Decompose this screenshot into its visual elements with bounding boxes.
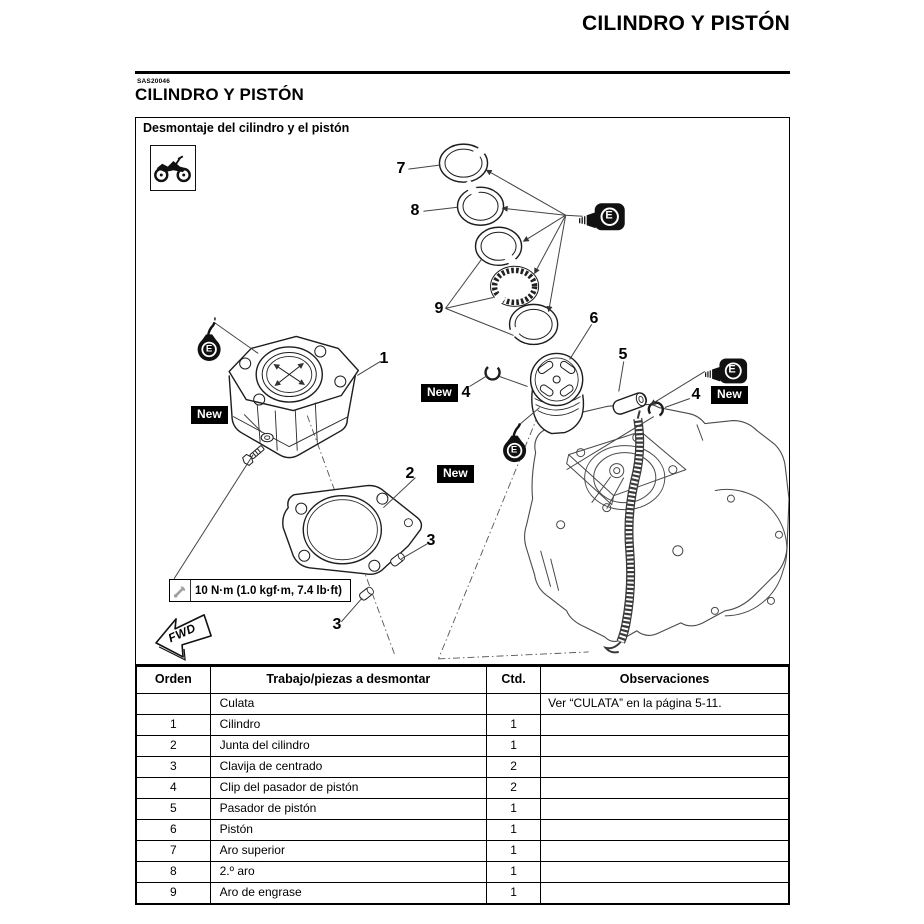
cell-orden: 3 xyxy=(136,757,210,778)
callout-3: 3 xyxy=(332,616,342,633)
callout-4: 4 xyxy=(691,386,701,403)
piston xyxy=(531,353,584,433)
new-badge: New xyxy=(421,384,458,402)
table-row xyxy=(136,841,789,862)
cell-ctd: 1 xyxy=(487,736,541,757)
oil-symbol-letter: E xyxy=(728,363,736,376)
cell-orden: 5 xyxy=(136,799,210,820)
page-header-title: CILINDRO Y PISTÓN xyxy=(582,12,790,35)
table-row xyxy=(136,820,789,841)
table-row xyxy=(136,883,789,905)
cell-orden: 7 xyxy=(136,841,210,862)
cell-trabajo: Pasador de pistón xyxy=(210,799,486,820)
cell-observaciones xyxy=(541,862,789,883)
new-badge: New xyxy=(437,465,474,483)
cell-trabajo: Cilindro xyxy=(210,715,486,736)
oil-symbol-letter: E xyxy=(510,444,518,456)
table-row xyxy=(136,694,789,715)
callout-1: 1 xyxy=(379,350,389,367)
cell-ctd: 1 xyxy=(487,862,541,883)
col-header-trabajo: Trabajo/piezas a desmontar xyxy=(210,666,486,694)
oil-symbol-letter: E xyxy=(205,343,213,355)
cell-observaciones xyxy=(541,778,789,799)
callout-2: 2 xyxy=(405,465,415,482)
cell-trabajo: Clavija de centrado xyxy=(210,757,486,778)
table-row xyxy=(136,778,789,799)
figure-title: Desmontaje del cilindro y el pistón xyxy=(143,121,350,135)
header-rule xyxy=(135,71,790,74)
cell-trabajo: Aro de engrase xyxy=(210,883,486,905)
parts-table xyxy=(135,665,790,905)
cylinder-bolt xyxy=(241,433,273,466)
cell-ctd: 1 xyxy=(487,799,541,820)
cell-observaciones xyxy=(541,820,789,841)
cell-ctd: 2 xyxy=(487,778,541,799)
figure-box xyxy=(135,117,790,665)
callout-4: 4 xyxy=(461,384,471,401)
cell-orden: 9 xyxy=(136,883,210,905)
callout-3: 3 xyxy=(426,532,436,549)
cell-ctd xyxy=(487,694,541,715)
motorcycle-icon xyxy=(151,146,194,189)
section-title: CILINDRO Y PISTÓN xyxy=(135,85,305,104)
cell-observaciones xyxy=(541,883,789,905)
cylinder xyxy=(229,336,358,457)
oil-ring-rail-lower xyxy=(505,304,558,344)
cell-ctd: 2 xyxy=(487,757,541,778)
cell-orden: 2 xyxy=(136,736,210,757)
cell-trabajo: Aro superior xyxy=(210,841,486,862)
table-row xyxy=(136,799,789,820)
table-row xyxy=(136,715,789,736)
cell-observaciones xyxy=(541,799,789,820)
cell-orden: 6 xyxy=(136,820,210,841)
cell-trabajo: Culata xyxy=(210,694,486,715)
torque-spec-box xyxy=(169,579,351,602)
table-row xyxy=(136,757,789,778)
second-ring xyxy=(457,182,503,225)
table-header-row xyxy=(136,666,789,694)
crankcase xyxy=(525,404,789,641)
cell-ctd: 1 xyxy=(487,820,541,841)
cell-orden: 4 xyxy=(136,778,210,799)
callout-5: 5 xyxy=(618,346,628,363)
cell-observaciones: Ver “CULATA” en la página 5-11. xyxy=(541,694,789,715)
section-code: SAS20046 xyxy=(137,78,171,85)
table-row xyxy=(136,862,789,883)
oil-can-icon xyxy=(580,203,625,230)
oil-ring-expander xyxy=(491,266,539,306)
oil-can-icon xyxy=(706,358,747,383)
top-ring xyxy=(439,144,488,182)
callout-9: 9 xyxy=(434,300,444,317)
cell-observaciones xyxy=(541,736,789,757)
callout-8: 8 xyxy=(410,202,420,219)
cell-trabajo: Pistón xyxy=(210,820,486,841)
callout-6: 6 xyxy=(589,310,599,327)
vehicle-icon-box xyxy=(150,145,196,191)
cell-trabajo: 2.º aro xyxy=(210,862,486,883)
callout-7: 7 xyxy=(396,160,406,177)
col-header-observaciones: Observaciones xyxy=(541,666,789,694)
wrench-icon xyxy=(170,580,191,601)
col-header-orden: Orden xyxy=(136,666,210,694)
new-badge: New xyxy=(191,406,228,424)
cell-ctd: 1 xyxy=(487,883,541,905)
oil-symbol-letter: E xyxy=(605,209,613,222)
cell-observaciones xyxy=(541,715,789,736)
oiler-icon xyxy=(503,424,526,463)
oil-ring-rail-upper xyxy=(476,227,522,268)
cell-trabajo: Clip del pasador de pistón xyxy=(210,778,486,799)
new-badge: New xyxy=(711,386,748,404)
cell-trabajo: Junta del cilindro xyxy=(210,736,486,757)
fwd-label: FWD xyxy=(165,620,199,646)
oiler-icon xyxy=(198,317,221,361)
table-row xyxy=(136,736,789,757)
col-header-ctd: Ctd. xyxy=(487,666,541,694)
cell-ctd: 1 xyxy=(487,841,541,862)
cell-orden: 8 xyxy=(136,862,210,883)
cell-observaciones xyxy=(541,757,789,778)
torque-spec-text: 10 N·m (1.0 kgf·m, 7.4 lb·ft) xyxy=(195,584,342,597)
cell-orden xyxy=(136,694,210,715)
cell-observaciones xyxy=(541,841,789,862)
cell-orden: 1 xyxy=(136,715,210,736)
cell-ctd: 1 xyxy=(487,715,541,736)
piston-pin-clip xyxy=(486,365,500,379)
